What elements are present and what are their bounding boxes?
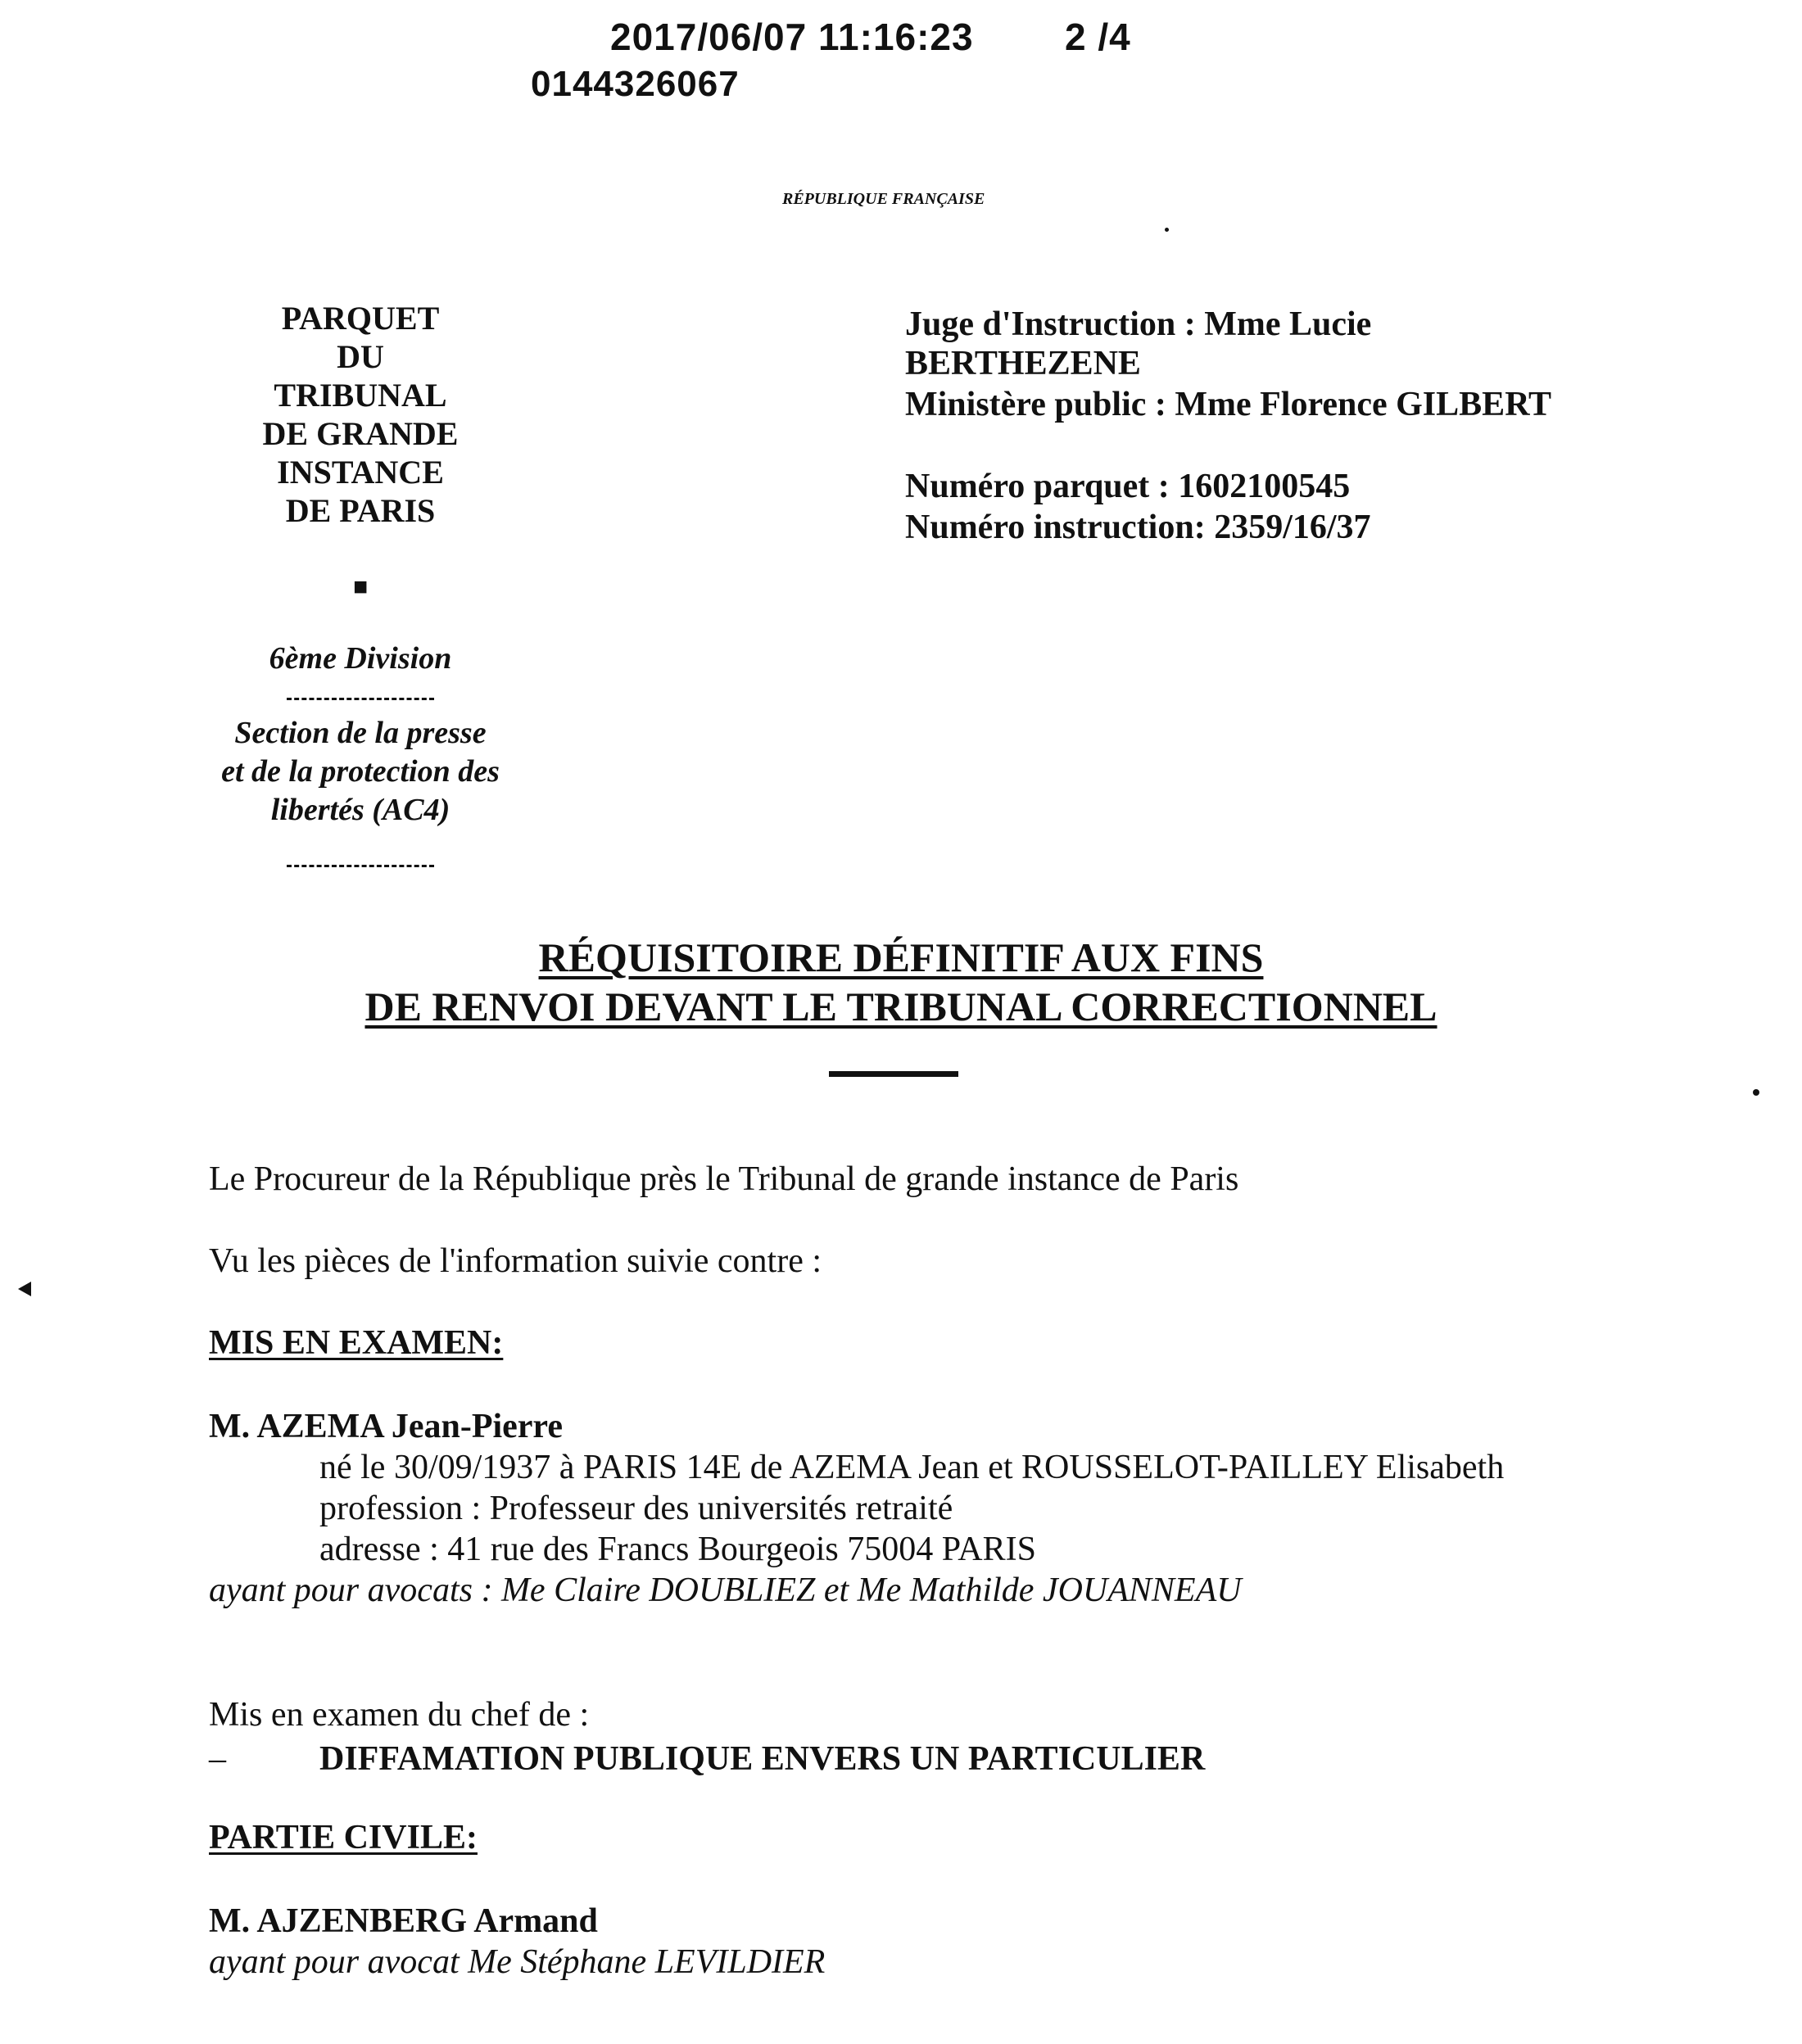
accused-profession: profession : Professeur des universités retraité [319, 1490, 953, 1527]
fax-page-number: 2 /4 [1065, 16, 1131, 58]
document-title-line-1: RÉQUISITOIRE DÉFINITIF AUX FINS [538, 934, 1264, 980]
scan-speck [1753, 1089, 1759, 1096]
ministere-public: Ministère public : Mme Florence GILBERT [905, 386, 1552, 423]
numero-parquet: Numéro parquet : 1602100545 [905, 468, 1351, 505]
division-label: 6ème Division [269, 641, 452, 676]
fax-number: 0144326067 [531, 64, 740, 104]
section-line: et de la protection des [221, 754, 500, 789]
procureur-line: Le Procureur de la République près le Tribunal de grande instance de Paris [209, 1160, 1239, 1198]
title-rule [829, 1071, 958, 1077]
parquet-line: INSTANCE [277, 454, 444, 491]
accused-birth: né le 30/09/1937 à PARIS 14E de AZEMA Jean et ROUSSELOT-PAILLEY Elisabeth [319, 1449, 1505, 1486]
civil-party-name: M. AJZENBERG Armand [209, 1902, 598, 1940]
margin-arrow-icon [18, 1282, 31, 1296]
divider [197, 865, 524, 867]
accused-address: adresse : 41 rue des Francs Bourgeois 75004 PARIS [319, 1531, 1036, 1568]
parquet-line: DE GRANDE [262, 415, 459, 452]
partie-civile-heading: PARTIE CIVILE: [209, 1819, 478, 1856]
section-line: Section de la presse [234, 716, 487, 750]
republique-francaise: RÉPUBLIQUE FRANÇAISE [782, 190, 985, 208]
chef-intro: Mis en examen du chef de : [209, 1696, 590, 1734]
divider [197, 698, 524, 700]
bullet-mark: ■ [352, 573, 369, 600]
fax-timestamp: 2017/06/07 11:16:23 [610, 16, 974, 58]
parquet-line: TRIBUNAL [274, 377, 447, 414]
parquet-line: DE PARIS [285, 492, 436, 529]
parquet-line: PARQUET [281, 300, 440, 337]
juge-line-1: Juge d'Instruction : Mme Lucie [905, 305, 1372, 343]
numero-instruction: Numéro instruction: 2359/16/37 [905, 509, 1371, 546]
mis-en-examen-heading: MIS EN EXAMEN: [209, 1324, 504, 1362]
chef-dash: – [209, 1740, 226, 1778]
section-line: libertés (AC4) [270, 793, 450, 827]
document-title-line-2: DE RENVOI DEVANT LE TRIBUNAL CORRECTIONNEL [364, 984, 1438, 1029]
section-block [197, 714, 524, 830]
parquet-line: DU [337, 338, 384, 375]
juge-line-2: BERTHEZENE [905, 345, 1141, 382]
chef-charge: DIFFAMATION PUBLIQUE ENVERS UN PARTICULIER [319, 1740, 1206, 1778]
vu-pieces-line: Vu les pièces de l'information suivie contre : [209, 1242, 822, 1280]
parquet-block [197, 299, 524, 530]
accused-lawyers: ayant pour avocats : Me Claire DOUBLIEZ et Me Mathilde JOUANNEAU [209, 1571, 1242, 1609]
scan-speck [1165, 228, 1169, 232]
civil-party-lawyer: ayant pour avocat Me Stéphane LEVILDIER [209, 1943, 826, 1981]
accused-name: M. AZEMA Jean-Pierre [209, 1408, 563, 1445]
